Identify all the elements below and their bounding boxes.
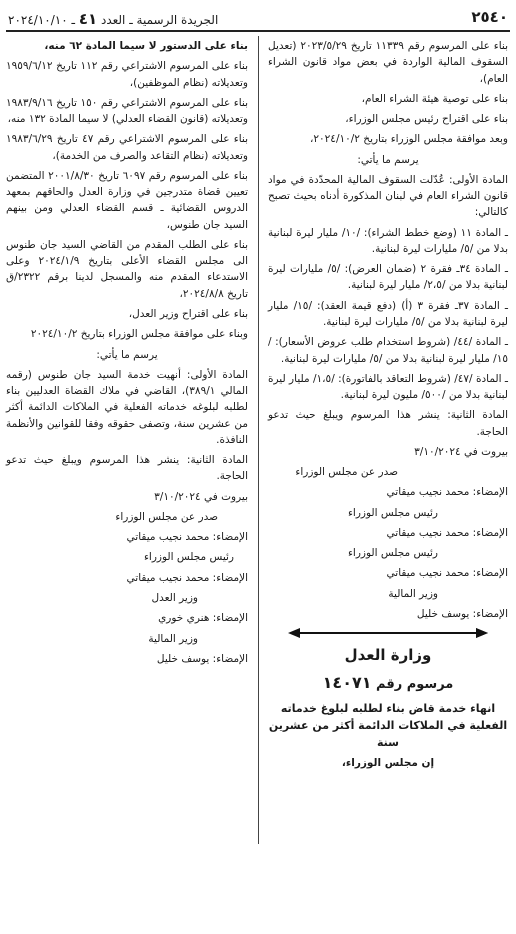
amended-item: ـ المادة /٤٧/ (شروط التعاقد بالفاتورة): /١،٥/ مليار ليرة لبنانية بدلا من /٥٠٠/ مليون ليرة لبنانية. xyxy=(268,372,508,402)
preamble-para: بناء على اقتراح وزير العدل، xyxy=(128,307,248,320)
official-title: رئيس مجلس الوزراء xyxy=(347,547,438,560)
decrees-heading: يرسم ما يأتي: xyxy=(357,153,419,166)
signature: الإمضاء: محمد نجيب ميقاتي xyxy=(386,486,508,499)
official-title: وزير العدل xyxy=(151,591,198,604)
gazette-name: الجريدة الرسمية ـ العدد xyxy=(100,13,219,27)
preamble-para: بناء على توصية هيئة الشراء العام، xyxy=(361,92,508,105)
preamble-para: بناء على المرسوم رقم ١١٣٣٩ تاريخ ٢٠٢٣/٥/٢٩ (تعديل السقوف المالية الواردة في بعض مواد قانون الشراء العام)، xyxy=(268,40,509,85)
section-divider xyxy=(288,628,488,638)
signature: الإمضاء: محمد نجيب ميقاتي xyxy=(386,526,508,539)
signature: الإمضاء: محمد نجيب ميقاتي xyxy=(126,571,248,584)
preamble-para: بناء على المرسوم الاشتراعي رقم ١١٢ تاريخ ١٩٥٩/٦/١٢ وتعديلاته (نظام الموظفين)، xyxy=(6,60,248,89)
preamble-para: وبناء على موافقة مجلس الوزراء بتاريخ ٢٠٢٤/١٠/٢ xyxy=(30,328,248,341)
official-title: وزير المالية xyxy=(388,587,438,600)
preamble-para: بناء على المرسوم الاشتراعي رقم ١٥٠ تاريخ ١٩٨٣/٩/١٦ وتعديلاته (قانون القضاء العدلي) لا سيما المادة ١٣٢ منه، xyxy=(6,96,248,126)
issue-number: ٤١ xyxy=(78,10,98,28)
left-column xyxy=(6,38,248,671)
issued-by: صدر عن مجلس الوزراء xyxy=(295,466,398,479)
issued-by: صدر عن مجلس الوزراء xyxy=(115,510,218,523)
place-date: بيروت في ٣/١٠/٢٠٢٤ xyxy=(154,490,248,503)
preamble-para: بناء على المرسوم رقم ٦٠٩٧ تاريخ ٢٠٠١/٨/٣٠ المتضمن تعيين قضاة متدرجين في وزارة العدل والحاقهم بمعهد الدروس القضائية ـ قسم القضاء العدلي ومن بينهم السيد جان طنوس، xyxy=(6,169,248,231)
amended-item: ـ المادة /٤٤/ (شروط استخدام طلب عروض الأسعار): /١٥/ مليار ليرة لبنانية بدلا من /٥/ مليارات ليرة لبنانية. xyxy=(268,336,508,365)
decree-number xyxy=(268,671,508,696)
decree-label: مرسوم رقم xyxy=(376,677,454,693)
place-date: بيروت في ٣/١٠/٢٠٢٤ xyxy=(414,445,508,458)
issue-date: ـ ٢٠٢٤/١٠/١٠ xyxy=(8,13,75,27)
ministry-heading: وزارة العدل xyxy=(344,646,432,665)
article-one: المادة الأولى: أنهيت خدمة السيد جان طنوس (رقمه المالي ٣٨٩/١)، القاضي في ملاك القضاة العدليين بناء لطلبه لبلوغه خدماته الفعلية في الملاكات الدائمة أكثر من عشرين سنة، وتصفى حقوقه وفقا للقوانين والأنظمة النافذة. xyxy=(6,368,248,446)
article-one: المادة الأولى: عُدّلت السقوف المالية المحدّدة في مواد قانون الشراء العام في لبنان المذكورة أدناه بحيث تصبح كالتالي: xyxy=(268,173,508,219)
preamble-para: بناء على الطلب المقدم من القاضي السيد جان طنوس الى مجلس القضاء الأعلى بتاريخ ٢٠٢٤/١/٩ وعلى الاستدعاء المقدم منه والمسجل لدينا برقم ٢٣٢٢/ق تاريخ ٢٠٢٤/٨/٨، xyxy=(6,238,249,300)
right-column xyxy=(268,38,508,776)
official-title: وزير المالية xyxy=(148,632,198,645)
signature: الإمضاء: هنري خوري xyxy=(158,612,248,625)
amended-item: ـ المادة ٣٧ـ فقرة ٣ (أ) (دفع قيمة العقد): /١٥/ مليار ليرة لبنانية بدلا من /٥/ مليارات ليرة لبنانية. xyxy=(268,299,508,328)
amended-item: ـ المادة ١١ (وضع خطط الشراء): /١٠/ مليار ليرة لبنانية بدلا من /٥/ مليارات ليرة لبنانية. xyxy=(268,226,508,255)
preamble-para: بناء على الدستور لا سيما المادة ٦٢ منه، xyxy=(44,40,248,52)
signature: الإمضاء: يوسف خليل xyxy=(156,652,248,665)
article-two: المادة الثانية: ينشر هذا المرسوم ويبلغ حيث تدعو الحاجة. xyxy=(6,454,248,483)
page-number: ٢٥٤٠ xyxy=(471,8,508,26)
preamble-para: بناء على المرسوم الاشتراعي رقم ٤٧ تاريخ ١٩٨٣/٦/٢٩ وتعديلاته (نظام التقاعد والصرف من الخدمة)، xyxy=(6,133,248,162)
official-title: رئيس مجلس الوزراء xyxy=(347,506,438,519)
council-line: إن مجلس الوزراء، xyxy=(341,757,435,770)
preamble-para: بناء على اقتراح رئيس مجلس الوزراء، xyxy=(345,113,508,126)
page-header xyxy=(6,4,510,32)
decree-title: انهاء خدمة قاض بناء لطلبه لبلوغ خدماته الفعلية في الملاكات الدائمة أكثر من عشرين سنة xyxy=(268,702,508,750)
signature: الإمضاء: محمد نجيب ميقاتي xyxy=(126,531,248,544)
article-two: المادة الثانية: ينشر هذا المرسوم ويبلغ حيث تدعو الحاجة. xyxy=(268,409,508,438)
amended-item: ـ المادة ٣٤ـ فقرة ٢ (ضمان العرض): /٥/ مليارات ليرة لبنانية بدلا من /٢،٥/ مليار ليرة لبنانية. xyxy=(268,263,508,292)
signature: الإمضاء: محمد نجيب ميقاتي xyxy=(386,567,508,580)
issue-line xyxy=(8,10,218,28)
signature: الإمضاء: يوسف خليل xyxy=(416,607,508,620)
column-divider xyxy=(258,36,259,844)
decrees-heading: يرسم ما يأتي: xyxy=(96,348,158,361)
preamble-para: وبعد موافقة مجلس الوزراء بتاريخ ٢٠٢٤/١٠/٢، xyxy=(310,133,508,146)
official-title: رئيس مجلس الوزراء xyxy=(143,551,234,564)
decree-number-value: ١٤٠٧١ xyxy=(322,673,372,693)
